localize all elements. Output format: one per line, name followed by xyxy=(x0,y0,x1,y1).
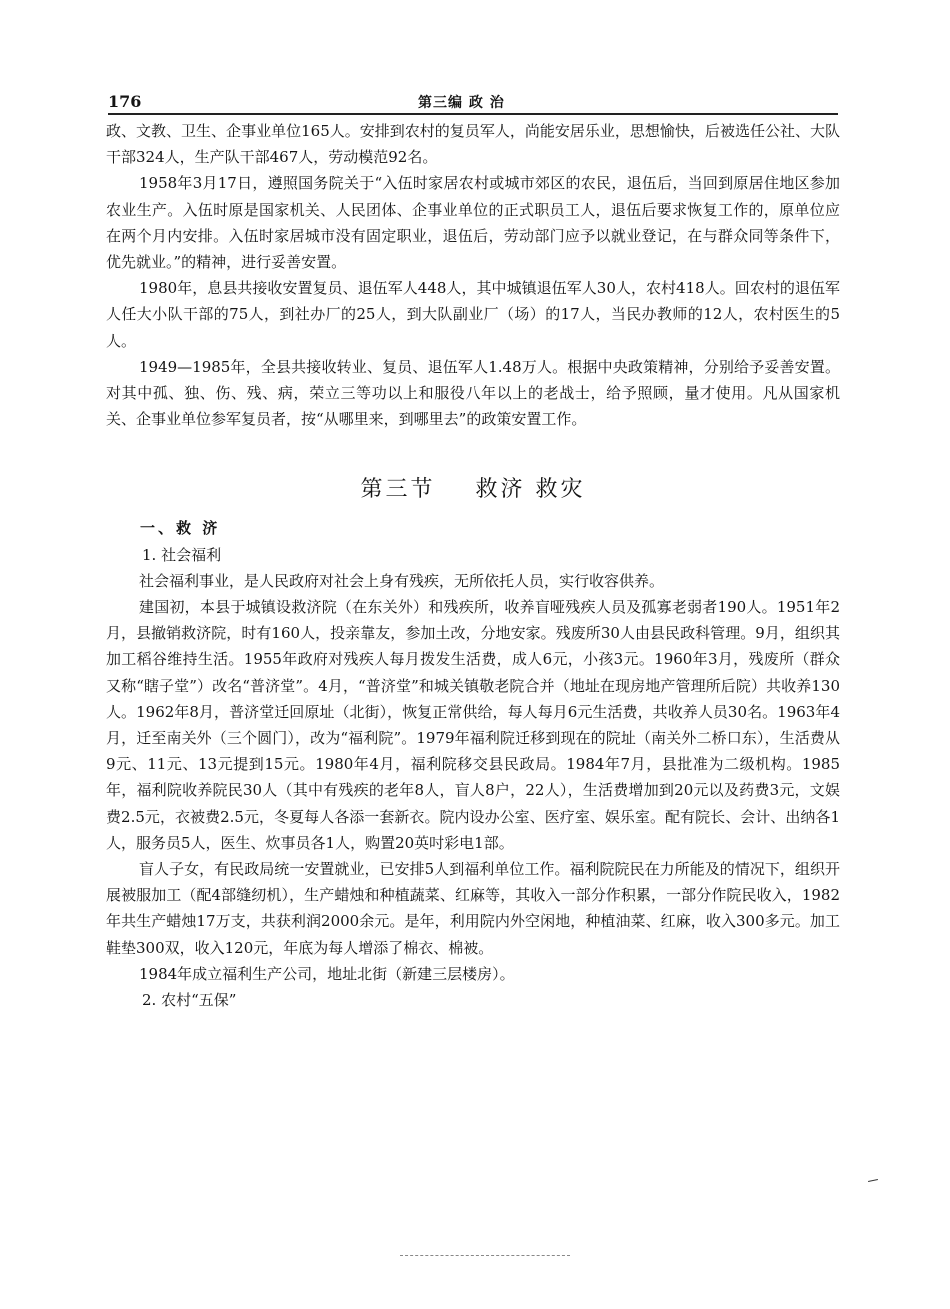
header-rule xyxy=(108,113,838,115)
page-number: 176 xyxy=(108,92,142,111)
item-heading: 2. 农村“五保” xyxy=(142,991,237,1010)
sub-heading: 一、救 济 xyxy=(140,519,221,538)
paragraph: 盲人子女，有民政局统一安置就业，已安排5人到福利单位工作。福利院院民在力所能及的情况下，组织开展被服加工（配4部缝纫机），生产蜡烛和种植蔬菜、红麻等，其收入一部分作积累，一部分作院民收入，1982年共生产蜡烛17万支，共获利润2000余元。是年，利用院内外空闲地，种植油菜、红麻，收入300多元。加工鞋垫300双，收入120元，年底为每人增添了棉衣、棉被。 xyxy=(106,860,840,957)
section-label: 第三节 xyxy=(360,477,436,503)
page-body xyxy=(106,118,840,1013)
section-name: 救济 救灾 xyxy=(475,477,586,503)
scan-artifact xyxy=(400,1255,570,1256)
scan-mark xyxy=(868,1179,878,1182)
section-title xyxy=(106,472,840,503)
paragraph: 1984年成立福利生产公司，地址北街（新建三层楼房）。 xyxy=(139,964,515,983)
page-header xyxy=(108,92,836,118)
paragraph: 政、文教、卫生、企事业单位165人。安排到农村的复员军人，尚能安居乐业，思想愉快，后被选任公社、大队干部324人，生产队干部467人，劳动模范92名。 xyxy=(106,122,840,167)
paragraph: 1958年3月17日，遵照国务院关于“入伍时家居农村或城市郊区的农民，退伍后，当回到原居住地区参加农业生产。入伍时原是国家机关、人民团体、企事业单位的正式职员工人，退伍后要求恢复工作的，原单位应在两个月内安排。入伍时家居城市没有固定职业，退伍后，劳动部门应予以就业登记，在与群众同等条件下，优先就业。”的精神，进行妥善安置。 xyxy=(106,174,840,272)
paragraph: 社会福利事业，是人民政府对社会上身有残疾，无所依托人员，实行收容供养。 xyxy=(139,571,665,590)
paragraph: 1980年，息县共接收安置复员、退伍军人448人，其中城镇退伍军人30人，农村418人。回农村的退伍军人任大小队干部的75人，到社办厂的25人，到大队副业厂（场）的17人，当民办教师的12人，农村医生的5人。 xyxy=(106,279,840,350)
paragraph: 建国初，本县于城镇设救济院（在东关外）和残疾所，收养盲哑残疾人员及孤寡老弱者190人。1951年2月，县撤销救济院，时有160人，投亲靠友，参加土改，分地安家。残废所30人由县民政科管理。9月，组织其加工稻谷维持生活。1955年政府对残疾人每月拨发生活费，成人6元，小孩3元。1960年3月，残废所（群众又称“瞎子堂”）改名“普济堂”。4月，“普济堂”和城关镇敬老院合并（地址在现房地产管理所后院）共收养130人。1962年8月，普济堂迁回原址（北街），恢复正常供给，每人每月6元生活费，共收养人员30名。1963年4月，迁至南关外（三个圆门），改为“福利院”。1979年福利院迁移到现在的院址（南关外二桥口东），生活费从9元、11元、13元提到15元。1980年4月，福利院移交县民政局。1984年7月，县批准为二级机构。1985年，福利院收养院民30人（其中有残疾的老年8人，盲人8户，22人），生活费增加到20元以及药费3元，文娱费2.5元，衣被费2.5元，冬夏每人各添一套新衣。院内设办公室、医疗室、娱乐室。配有院长、会计、出纳各1人，服务员5人，医生、炊事员各1人，购置20英吋彩电1部。 xyxy=(106,598,840,852)
paragraph: 1949—1985年，全县共接收转业、复员、退伍军人1.48万人。根据中央政策精神，分别给予妥善安置。对其中孤、独、伤、残、病，荣立三等功以上和服役八年以上的老战士，给予照顾，量才使用。凡从国家机关、企事业单位参军复员者，按“从哪里来，到哪里去”的政策安置工作。 xyxy=(106,357,840,429)
item-heading: 1. 社会福利 xyxy=(142,545,222,564)
running-title: 第三编 政 治 xyxy=(418,95,505,111)
